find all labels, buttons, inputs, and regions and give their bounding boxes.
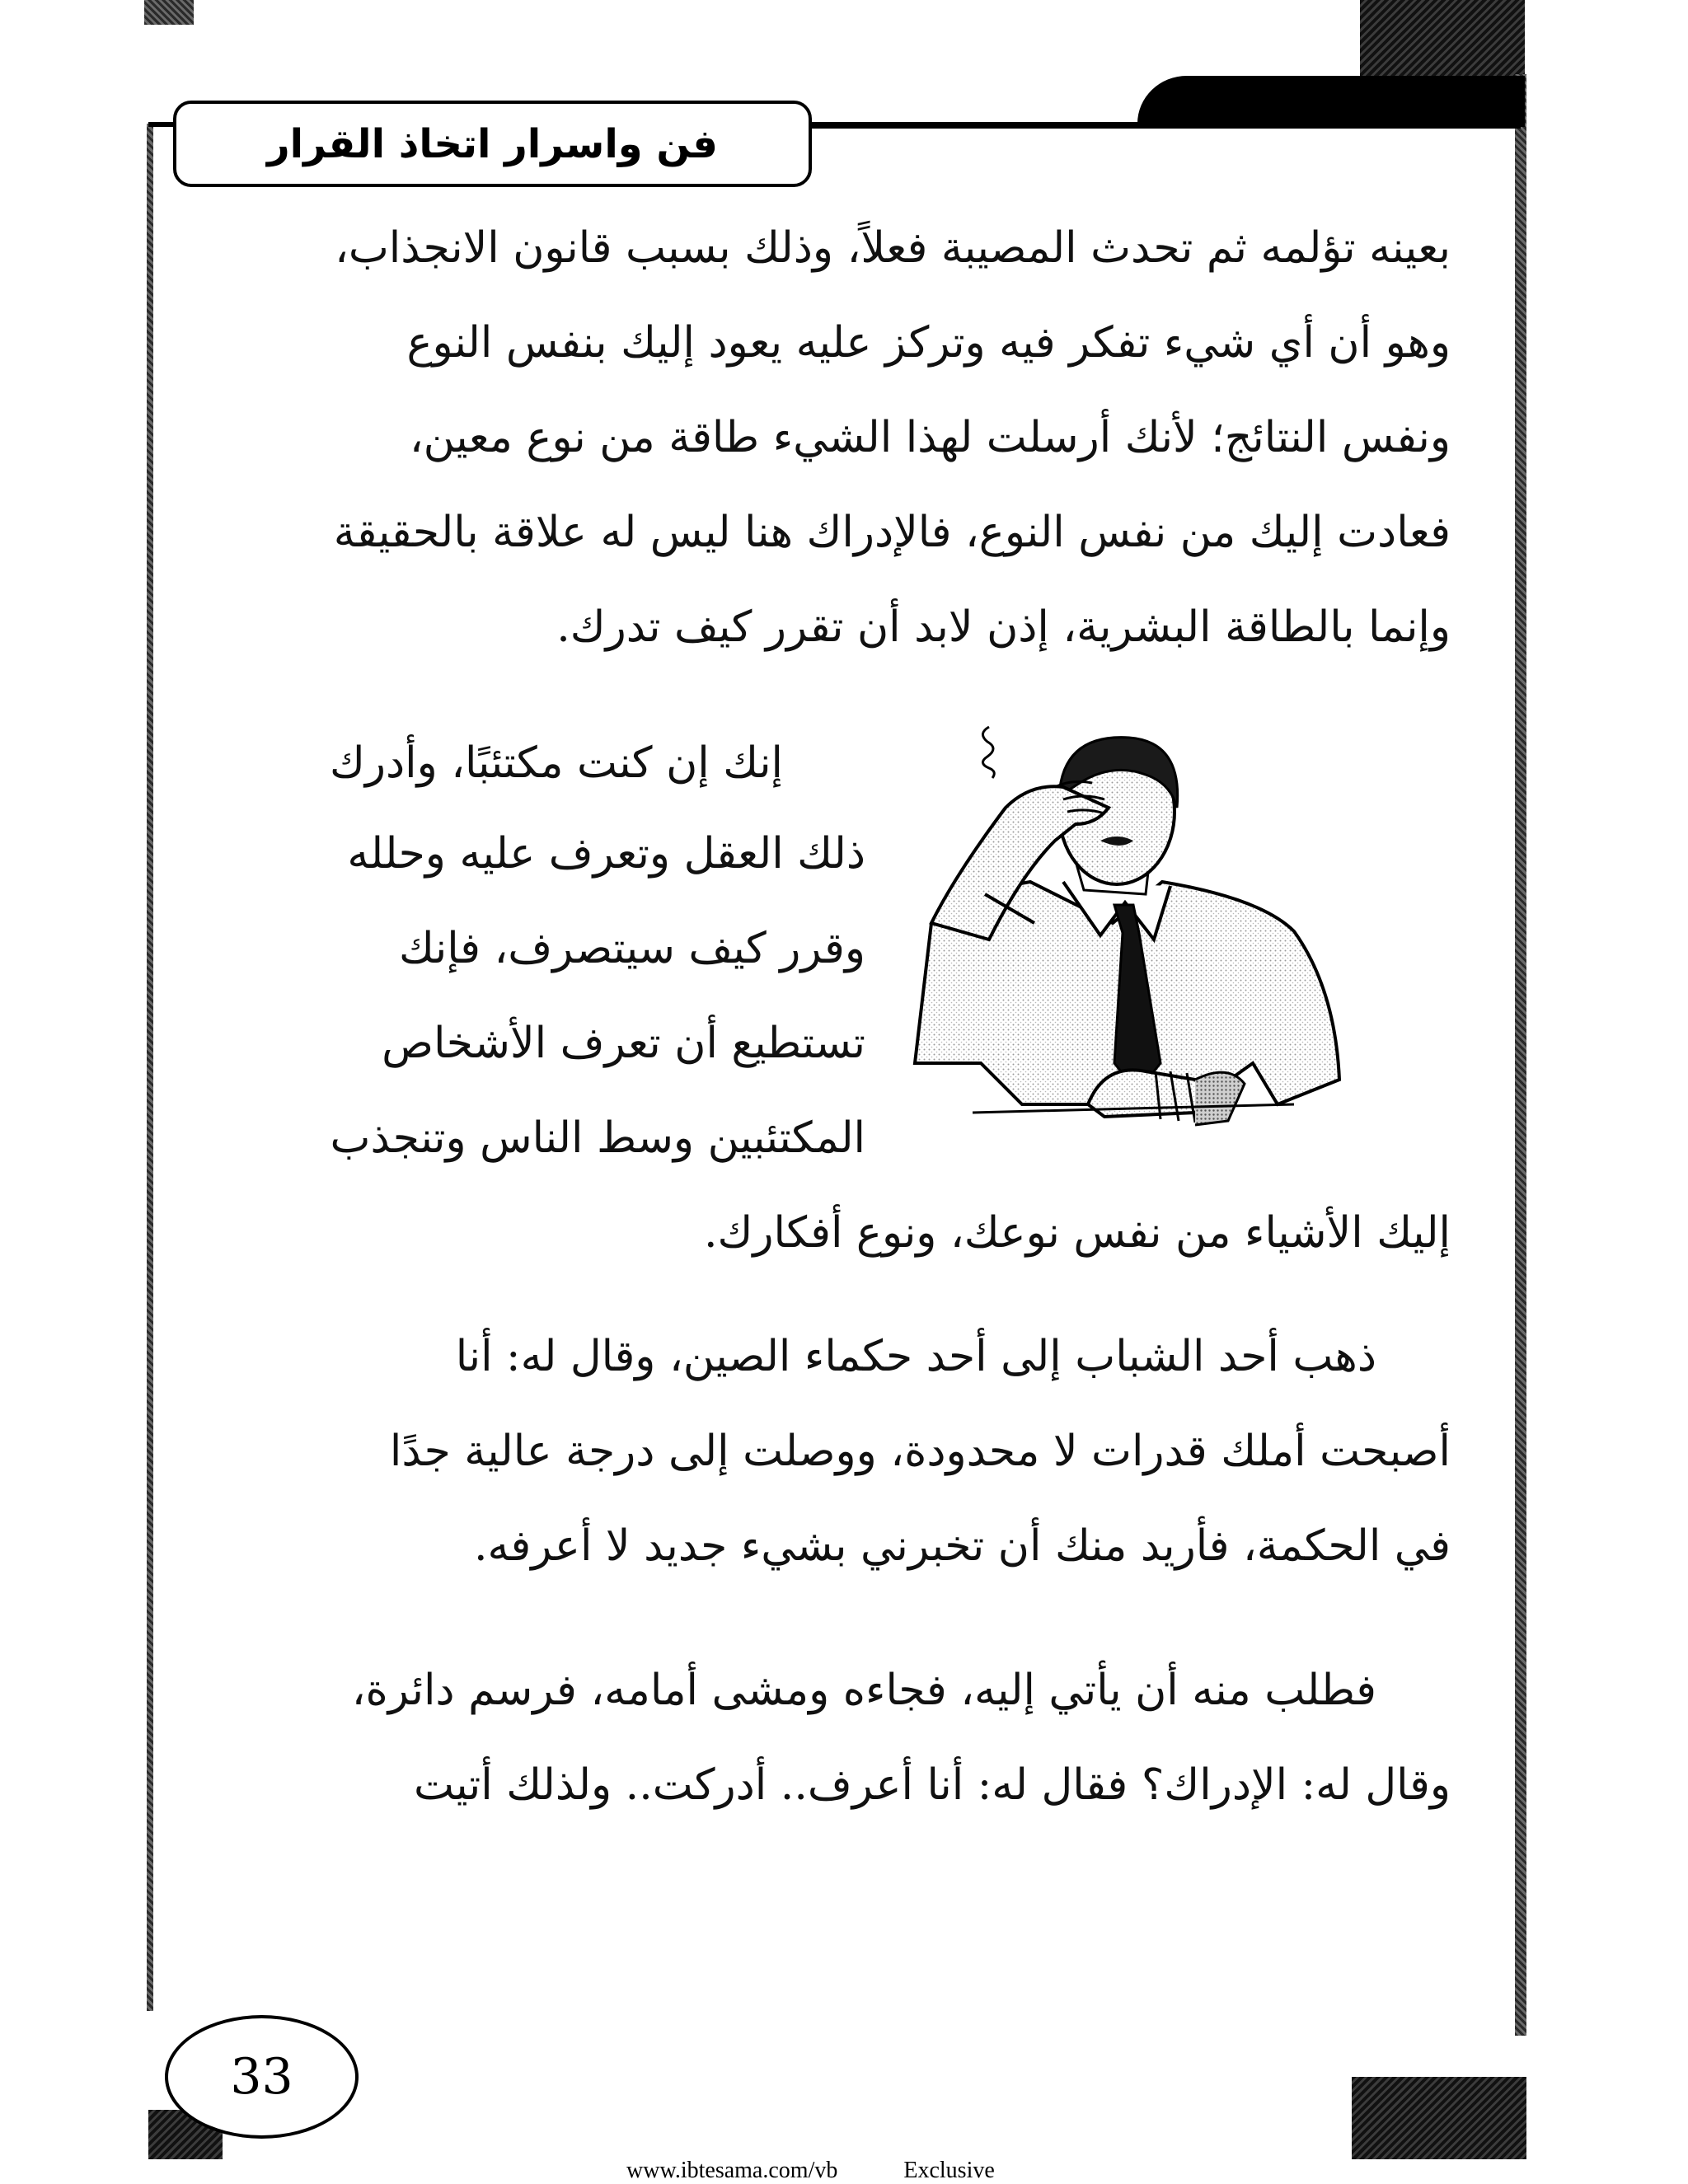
page-number-badge (165, 2015, 359, 2139)
header-title-box (173, 101, 812, 187)
stressed-man-illustration (898, 717, 1356, 1187)
page-header-title: فن واسرار اتخاذ القرار (267, 120, 718, 167)
page-number: 33 (230, 2048, 293, 2106)
paragraph-line: أصبحت أملك قدرات لا محدودة، ووصلت إلى درجة عالية جدًا (389, 1427, 1451, 1476)
paragraph-line: إليك الأشياء من نفس نوعك، ونوع أفكارك. (704, 1208, 1451, 1258)
paragraph-line: وقرر كيف سيتصرف، فإنك (398, 924, 865, 973)
footer-watermark (626, 2158, 995, 2184)
scan-edge-top-left (144, 0, 194, 25)
paragraph-line: فطلب منه أن يأتي إليه، فجاءه ومشى أمامه، فرسم دائرة، (351, 1666, 1376, 1715)
footer-label: Exclusive (903, 2158, 995, 2183)
paragraph-line: في الحكمة، فأريد منك أن تخبرني بشيء جديد لا أعرفه. (473, 1521, 1451, 1571)
paragraph-line: وهو أن أي شيء تفكر فيه وتركز عليه يعود إليك بنفس النوع (406, 318, 1451, 368)
paragraph-line: وقال له: الإدراك؟ فقال له: أنا أعرف.. أدركت.. ولذلك أتيت (414, 1760, 1451, 1810)
scan-edge-bottom-right (1352, 2077, 1526, 2159)
scan-edge-top-right (1360, 0, 1525, 78)
header-rule (812, 122, 1521, 129)
header-rule-left (148, 122, 173, 127)
paragraph-line: تستطيع أن تعرف الأشخاص (382, 1019, 865, 1068)
paragraph-line: إنك إن كنت مكتئبًا، وأدرك (330, 738, 783, 788)
paragraph-line: ذلك العقل وتعرف عليه وحلله (347, 829, 865, 879)
scan-edge-right (1515, 74, 1526, 2036)
paragraph-line: ونفس النتائج؛ لأنك أرسلت لهذا الشيء طاقة من نوع معين، (409, 413, 1451, 462)
paragraph-line: فعادت إليك من نفس النوع، فالإدراك هنا ليس له علاقة بالحقيقة (333, 508, 1451, 557)
footer-url: www.ibtesama.com/vb (626, 2158, 838, 2183)
paragraph-line: وإنما بالطاقة البشرية، إذن لابد أن تقرر كيف تدرك. (556, 602, 1451, 652)
paragraph-line: المكتئبين وسط الناس وتنجذب (330, 1113, 865, 1163)
scan-edge-left (147, 124, 153, 2011)
paragraph-line: بعينه تؤلمه ثم تحدث المصيبة فعلاً، وذلك بسبب قانون الانجذاب، (335, 223, 1451, 273)
header-decoration (1137, 76, 1525, 127)
paragraph-line: ذهب أحد الشباب إلى أحد حكماء الصين، وقال له: أنا (455, 1332, 1376, 1381)
